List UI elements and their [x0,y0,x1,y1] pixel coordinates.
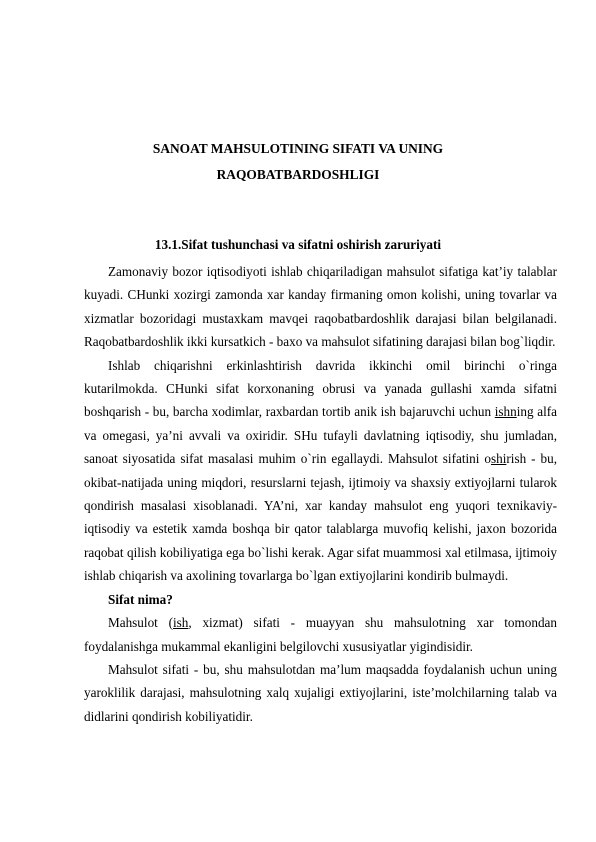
paragraph-2-text-b: ing alfa va omegasi, ya’ni avvali va oxiridir. SHu tufayli davlatning iqtisodiy, shu jumladan, sanoat siyosatida sifat masalasi muhim o`rin egallaydi. Mahsulot sifatini o [84,404,557,467]
underlined-word-3: ish [173,615,189,631]
paragraph-3 [84,611,557,658]
paragraph-3-text-a: Mahsulot ( [108,615,173,631]
paragraph-2-text-c: rish - bu, okibat-natijada uning miqdori, resurslarni tejash, ijtimoiy va shaxsiy extiyojlarni tularok qondirish masalasi xisoblanadi. YA’ni, xar kanday mahsulot eng yuqori texnikaviy-iqtisodiy va estetik xamda boshqa bir qator talablarga muvofiq kelishi, jaxon bozorida raqobat qilish kobiliyatiga ega bo`lishi kerak. Agar sifat muammosi xal etilmasa, ijtimoiy ishlab chiqarish va axolining tovarlarga bo`lgan extiyojlarini kondirib bulmaydi. [84,451,557,584]
paragraph-2-text-a: Ishlab chiqarishni erkinlashtirish davrida ikkinchi omil birinchi o`ringa kutarilmokda. CHunki sifat korxonaning obrusi va yanada gullashi xamda sifatni boshqarish - bu, barcha xodimlar, raxbardan tortib anik ish bajaruvchi uchun [84,357,557,420]
document-body [84,260,557,728]
paragraph-3-text-b: , xizmat) sifati - muayyan shu mahsulotning xar tomondan foydalanishga mukammal ekanligini belgilovchi xususiyatlar yigindisidir. [84,615,557,654]
subheading: Sifat nima? [108,591,173,607]
paragraph-1: Zamonaviy bozor iqtisodiyoti ishlab chiqariladigan mahsulot sifatiga kat’iy talablar kuyadi. CHunki xozirgi zamonda xar kanday firmaning omon kolishi, uning tovarlar va xizmatlar bozoridagi mustaxkam mavqei raqobatbardoshlik darajasi bilan belgilanadi. Raqobatbardoshlik ikki kursatkich - baxo va mahsulot sifatining darajasi bilan bog`liqdir. [84,264,557,350]
document-title-line-2: RAQOBATBARDOSHLIGI [216,167,380,182]
document-title-line-1: SANOAT MAHSULOTINING SIFATI VA UNING [152,141,444,156]
underlined-word-1: ishn [494,404,517,420]
paragraph-4: Mahsulot sifati - bu, shu mahsulotdan ma’lum maqsadda foydalanish uchun uning yaroklilik darajasi, mahsulotning xalq xujaligi extiyojlarini, iste’molchilarning talab va didlarini qondirish kobiliyatidir. [84,661,557,724]
underlined-word-2: shi [491,451,507,467]
paragraph-2 [84,354,557,588]
section-heading: 13.1.Sifat tushunchasi va sifatni oshirish zaruriyati [154,237,442,252]
